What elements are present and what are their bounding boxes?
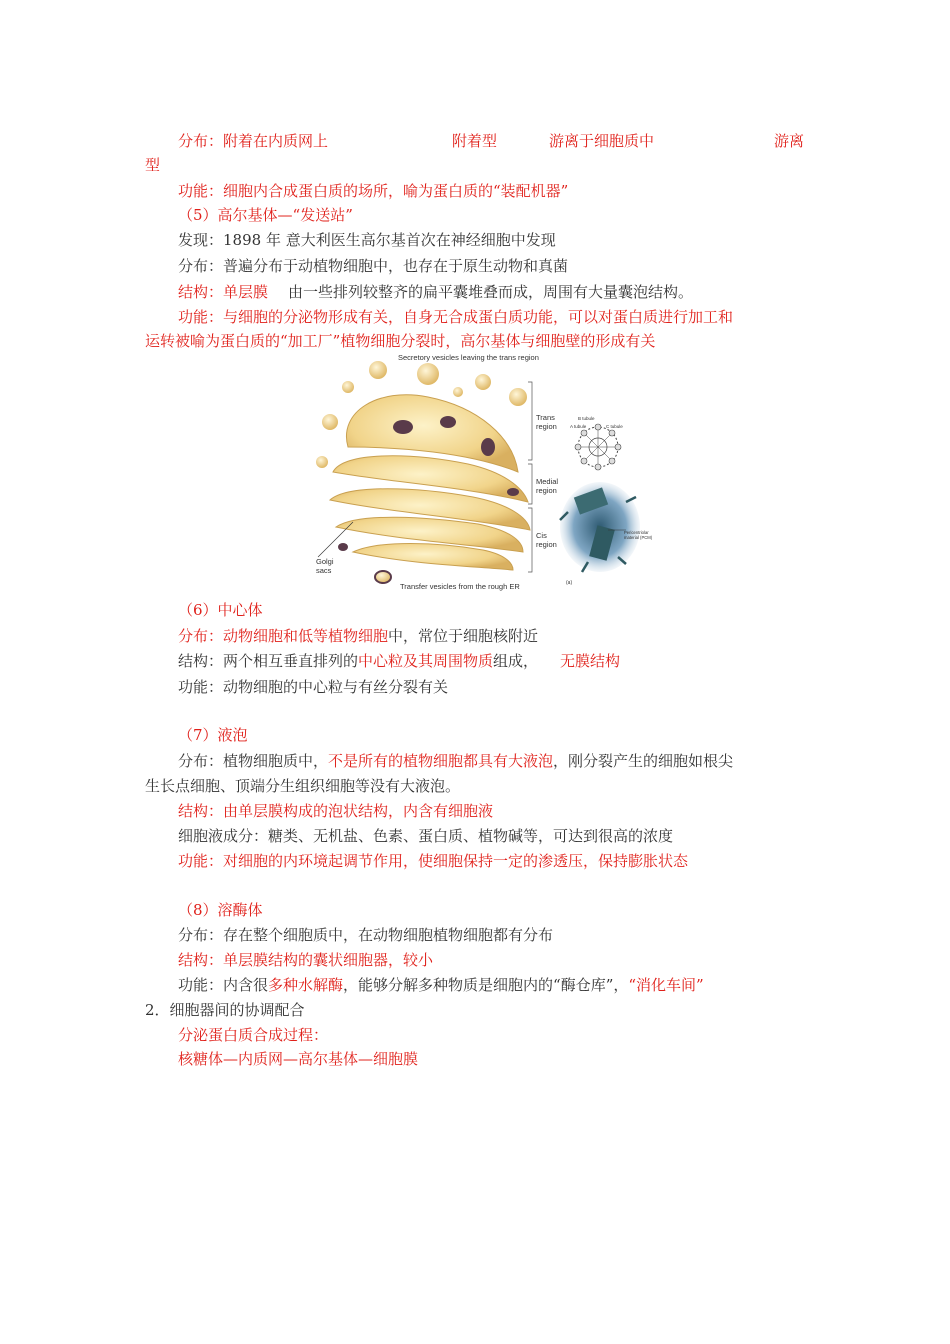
vacuole-distribution-1: 分布：植物细胞质中，不是所有的植物细胞都具有大液泡，刚分裂产生的细胞如根尖	[178, 752, 734, 770]
golgi-label-2: sacs	[316, 566, 332, 575]
panel-label: (a)	[566, 580, 573, 586]
vacuole-structure: 结构：由单层膜构成的泡状结构，内含有细胞液	[178, 802, 494, 820]
ribosome-function: 功能：细胞内合成蛋白质的场所，喻为蛋白质的“装配机器”	[178, 182, 569, 200]
secretion-pathway: 核糖体—内质网—高尔基体—细胞膜	[178, 1050, 419, 1068]
figure-svg	[308, 352, 653, 592]
centrosome-distribution: 分布：动物细胞和低等植物细胞中，常位于细胞核附近	[178, 627, 539, 645]
free-text: 游离于细胞质中	[549, 132, 655, 150]
golgi-lumen	[338, 543, 348, 551]
golgi-function-2: 运转被喻为蛋白质的“加工厂”植物细胞分裂时，高尔基体与细胞壁的形成有关	[145, 332, 656, 350]
vesicle	[375, 571, 391, 583]
ribosome-distribution: 分布：附着在内质网上	[178, 132, 329, 150]
medial-bracket	[528, 464, 532, 504]
golgi-heading: （5）高尔基体—“发送站”	[178, 206, 353, 224]
golgi-lumen	[481, 438, 495, 456]
free-type-text: 游离	[774, 132, 805, 150]
cis-label-2: region	[536, 540, 557, 549]
lysosome-distribution: 分布：存在整个细胞质中，在动物细胞植物细胞都有分布	[178, 926, 554, 944]
medial-label-2: region	[536, 486, 557, 495]
golgi-distribution: 分布：普遍分布于动植物细胞中，也存在于原生动物和真菌	[178, 257, 569, 275]
vesicle	[342, 381, 354, 393]
secretion-process-heading: 分泌蛋白质合成过程：	[178, 1026, 329, 1044]
vacuole-function: 功能：对细胞的内环境起调节作用，使细胞保持一定的渗透压，保持膨胀状态	[178, 852, 689, 870]
golgi-structure: 结构：单层膜 由一些排列较整齐的扁平囊堆叠而成，周围有大量囊泡结构。	[178, 283, 694, 301]
cis-bracket	[528, 508, 532, 572]
vesicle	[509, 388, 527, 406]
trans-label-2: region	[536, 422, 557, 431]
vesicle	[322, 414, 338, 430]
vesicle	[475, 374, 491, 390]
vesicle	[316, 456, 328, 468]
c-tubule-label: C tubule	[606, 424, 623, 429]
vacuole-sap: 细胞液成分：糖类、无机盐、色素、蛋白质、植物碱等，可达到很高的浓度	[178, 827, 674, 845]
lysosome-function: 功能：内含很多种水解酶，能够分解多种物质是细胞内的“酶仓库”，“消化车间”	[178, 976, 704, 994]
golgi-lumen	[393, 420, 413, 434]
golgi-lumen	[507, 488, 519, 496]
vesicle	[417, 363, 439, 385]
golgi-function-1: 功能：与细胞的分泌物形成有关，自身无合成蛋白质功能，可以对蛋白质进行加工和	[178, 308, 734, 326]
golgi-lumen	[440, 416, 456, 428]
vacuole-heading: （7）液泡	[178, 726, 248, 744]
lysosome-heading: （8）溶酶体	[178, 901, 263, 919]
centrosome-structure: 结构：两个相互垂直排列的中心粒及其周围物质组成， 无膜结构	[178, 652, 621, 670]
centriole-cross-section	[575, 424, 621, 470]
golgi-discovery: 发现：1898 年 意大利医生高尔基首次在神经细胞中发现	[178, 231, 556, 249]
centrosome-function: 功能：动物细胞的中心粒与有丝分裂有关	[178, 678, 449, 696]
section-2-heading: 2．细胞器间的协调配合	[145, 1001, 305, 1019]
vesicle	[369, 361, 387, 379]
bound-type-text: 附着型	[452, 132, 498, 150]
centrosome-heading: （6）中心体	[178, 601, 263, 619]
pcm-label-1: Pericentriolar	[624, 530, 649, 535]
figure-top-label: Secretory vesicles leaving the trans region	[398, 353, 539, 362]
vesicle	[453, 387, 463, 397]
golgi-centrosome-figure	[308, 352, 653, 592]
trans-label-1: Trans	[536, 413, 555, 422]
free-type-wrap: 型	[145, 156, 161, 174]
pcm-label-2: material (PCM)	[624, 535, 653, 540]
figure-bottom-label: Transfer vesicles from the rough ER	[400, 582, 520, 591]
cis-label-1: Cis	[536, 531, 547, 540]
trans-bracket	[528, 382, 532, 460]
medial-label-1: Medial	[536, 477, 559, 486]
b-tubule-label: B tubule	[578, 416, 595, 421]
lysosome-structure: 结构：单层膜结构的囊状细胞器，较小	[178, 951, 434, 969]
golgi-label-1: Golgi	[316, 557, 334, 566]
vacuole-distribution-2: 生长点细胞、顶端分生组织细胞等没有大液泡。	[145, 777, 461, 795]
a-tubule-label: A tubule	[570, 424, 587, 429]
